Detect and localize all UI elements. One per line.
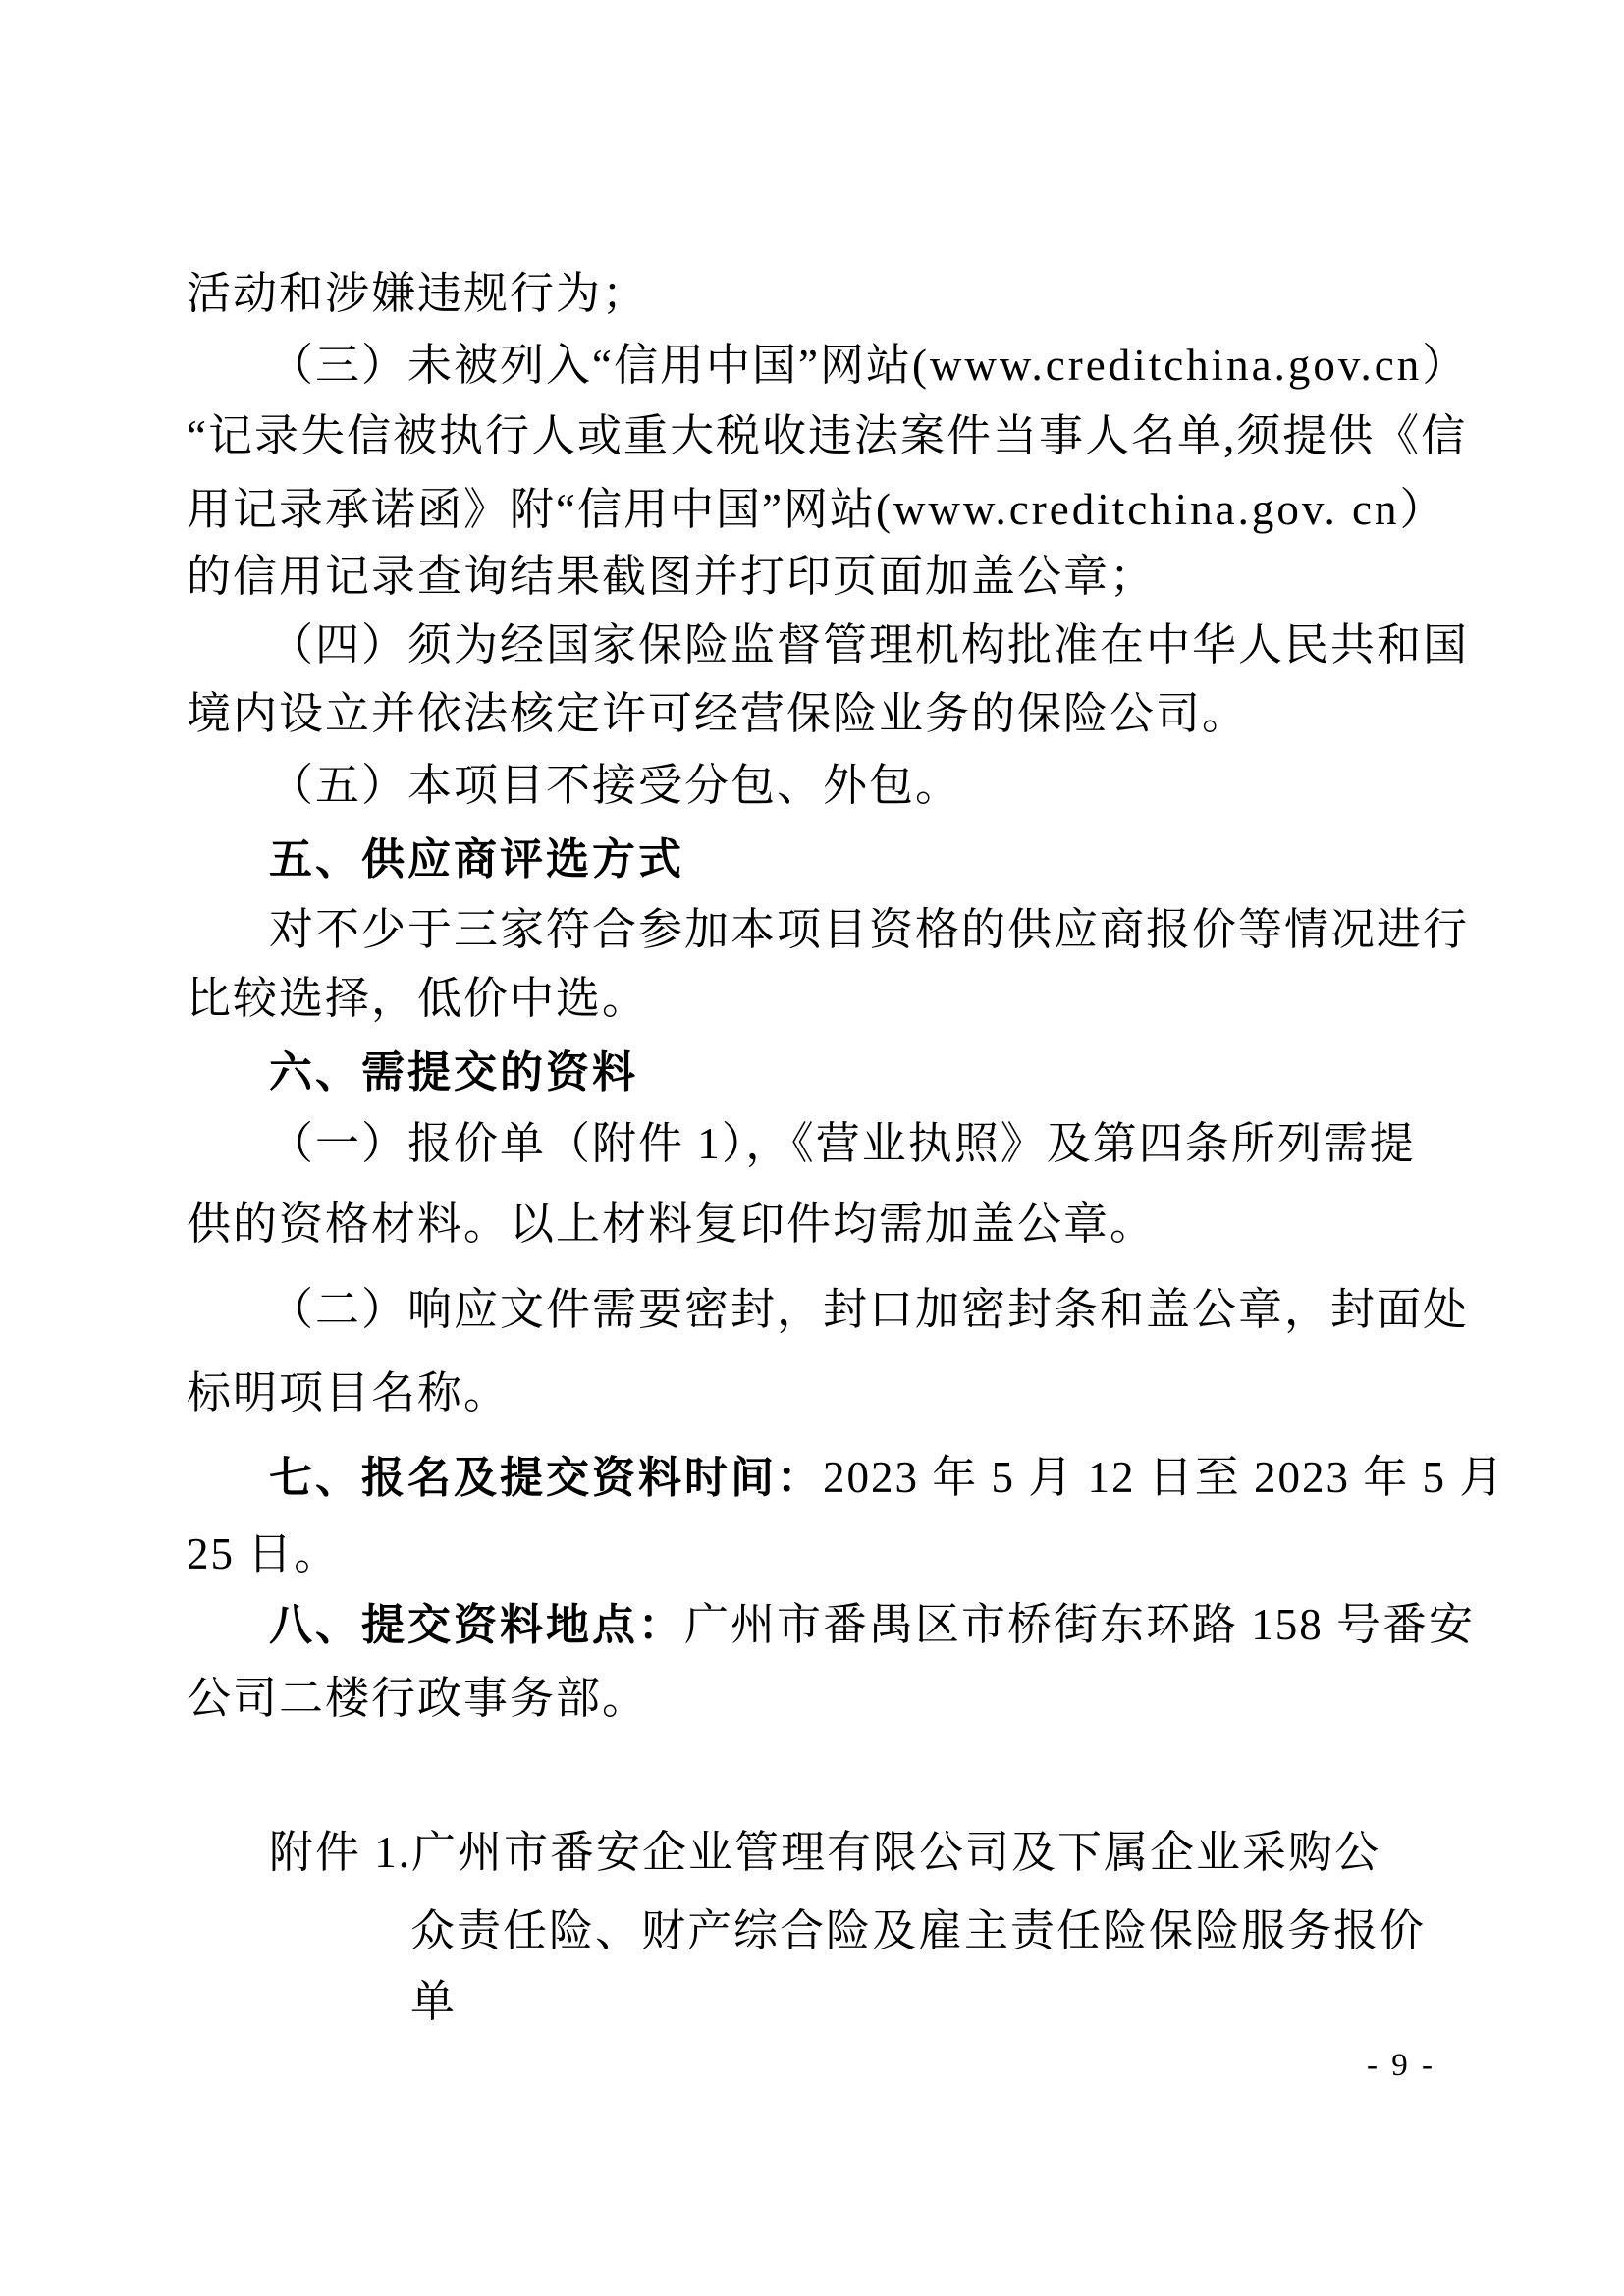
- line-text-segment: 广州市番禺区市桥街东环路 158 号番安: [684, 1600, 1476, 1649]
- line-text-segment: 对不少于三家符合参加本项目资格的供应商报价等情况进行: [269, 905, 1470, 954]
- doc-line-4: [187, 485, 1446, 534]
- line-text-segment: 活动和涉嫌违规行为；: [187, 269, 649, 318]
- doc-heading-section-8: [187, 1600, 1476, 1649]
- doc-line-15: [187, 1285, 1470, 1334]
- doc-line-14: [187, 1202, 1156, 1247]
- line-bold-segment: 六、需提交的资料: [269, 1048, 638, 1096]
- doc-line-2: [187, 341, 1469, 390]
- doc-line-5: [187, 552, 1157, 601]
- doc-line-1: [187, 269, 649, 318]
- line-bold-segment: 五、供应商评选方式: [269, 835, 684, 883]
- line-tail-segment: ）: [1422, 341, 1469, 390]
- doc-line-11: [187, 974, 649, 1023]
- line-text-segment: 供的资格材料。以上材料复印件均需加盖公章。: [187, 1200, 1157, 1249]
- line-text-segment: （五）本项目不接受分包、外包。: [269, 761, 962, 810]
- attachment-line-2: [187, 1906, 1427, 1955]
- line-url-segment: (www.creditchina.gov. cn: [875, 485, 1400, 534]
- doc-heading-section-5: [187, 837, 684, 881]
- doc-line-7: [187, 689, 1249, 738]
- doc-line-16: [187, 1368, 511, 1417]
- line-text-segment: 的信用记录查询结果截图并打印页面加盖公章；: [187, 552, 1157, 601]
- line-text-segment: 标明项目名称。: [187, 1368, 511, 1417]
- doc-line-20: [187, 1674, 649, 1723]
- line-text-segment: “记录失信被执行人或重大税收违法案件当事人名单,须提供《信: [187, 411, 1468, 460]
- line-text-segment: 境内设立并依法核定许可经营保险业务的保险公司。: [187, 689, 1249, 738]
- line-text-segment: （二）响应文件需要密封，封口加密封条和盖公章，封面处: [269, 1285, 1470, 1334]
- doc-line-13: [187, 1119, 1416, 1168]
- line-text-segment: （三）未被列入“信用中国”网站: [269, 341, 912, 390]
- doc-line-18: [187, 1529, 341, 1578]
- page-number: - 9 -: [1367, 2048, 1435, 2083]
- line-tail-segment: ）: [1399, 485, 1446, 534]
- line-text-segment: 单: [410, 1977, 458, 2026]
- line-text-segment: 附件 1.广州市番安企业管理有限公司及下属企业采购公: [269, 1828, 1381, 1877]
- line-text-segment: （四）须为经国家保险监督管理机构批准在中华人民共和国: [269, 620, 1470, 669]
- line-bold-segment: 八、提交资料地点：: [269, 1601, 684, 1649]
- line-text-segment: 比较选择，低价中选。: [187, 974, 649, 1023]
- line-text-segment: 25 日。: [187, 1529, 341, 1578]
- line-text-segment: 用记录承诺函》附“信用中国”网站: [187, 485, 876, 534]
- line-text-segment: 公司二楼行政事务部。: [187, 1674, 649, 1723]
- line-bold-segment: 七、报名及提交资料时间：: [269, 1454, 823, 1502]
- doc-line-6: [187, 620, 1470, 669]
- doc-line-10: [187, 905, 1470, 954]
- line-text-segment: （一）报价单（附件 1），《营业执照》及第四条所列需提: [269, 1119, 1416, 1168]
- doc-line-3: [187, 411, 1468, 460]
- doc-heading-section-6: [187, 1050, 638, 1095]
- line-text-segment: 众责任险、财产综合险及雇主责任险保险服务报价: [410, 1906, 1427, 1955]
- line-text-segment: 2023 年 5 月 12 日至 2023 年 5 月: [823, 1453, 1506, 1502]
- attachment-line-1: [187, 1828, 1381, 1877]
- attachment-line-3: [187, 1977, 458, 2026]
- line-url-segment: (www.creditchina.gov.cn: [911, 341, 1423, 390]
- doc-line-8: [187, 761, 962, 810]
- doc-heading-section-7: [187, 1453, 1506, 1502]
